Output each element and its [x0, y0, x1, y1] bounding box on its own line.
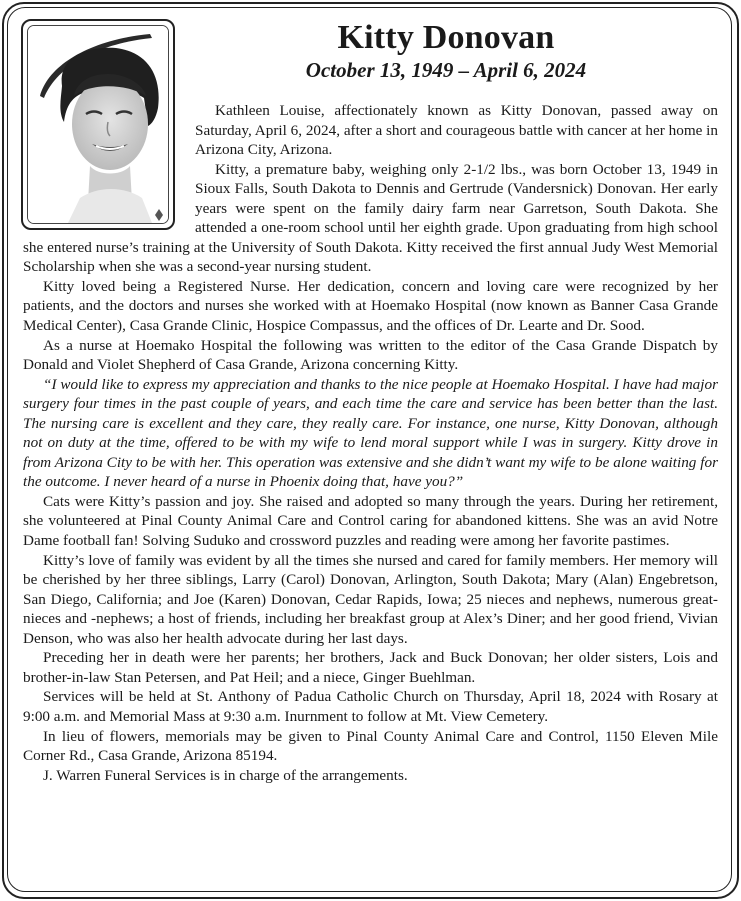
paragraph-survivors: Kitty’s love of family was evident by all the times she nursed and cared for family members. Her memory will be cherished by her three siblings, Larry (Carol) Donovan, Arlington, South Dakota; Mary (Alan) Engebretson, San Diego, California; and Joe (Karen) Donovan, Cedar Rapids, Iowa; 25 nieces and nephews, numerous great-nieces and -nephews; a host of friends, including her breakfast group at Alex’s Diner; and her good friend, Vivian Denson, who was also her health advocate during her last days.	[23, 551, 718, 647]
paragraph-career: Kitty loved being a Registered Nurse. Her dedication, concern and loving care were recognized by her patients, and the doctors and nurses she worked with at Hoemako Hospital (now known as Banner Casa Grande Medical Center), Casa Grande Clinic, Hospice Compassus, and the offices of Dr. Learte and Dr. Sood.	[23, 277, 718, 335]
paragraph-preceded: Preceding her in death were her parents; her brothers, Jack and Buck Donovan; her older sisters, Lois and brother-in-law Stan Petersen, and Pat Heil; and a niece, Ginger Buehlman.	[23, 649, 718, 686]
obituary-body	[23, 101, 718, 785]
paragraph-arrangements: J. Warren Funeral Services is in charge of the arrangements.	[43, 766, 408, 784]
paragraph-letter-intro: As a nurse at Hoemako Hospital the following was written to the editor of the Casa Grande Dispatch by Donald and Violet Shepherd of Casa Grande, Arizona concerning Kitty.	[23, 336, 718, 374]
deceased-name: Kitty Donovan	[337, 19, 555, 56]
life-dates: October 13, 1949 – April 6, 2024	[305, 58, 587, 82]
paragraph-early-life: Kitty, a premature baby, weighing only 2-1/2 lbs., was born October 13, 1949 in Sioux Falls, South Dakota to Dennis and Gertrude (Vandersnick) Donovan. Her early years were spent on the family dairy farm near Garretson, South Dakota. She attended a one-room school until her eighth grade. Upon graduating from high school she entered nurse’s training at the University of South Dakota. Kitty received the first annual Judy West Memorial Scholarship when she was a second-year nursing student.	[23, 160, 718, 276]
paragraph-intro: Kathleen Louise, affectionately known as Kitty Donovan, passed away on Saturday, April 6, 2024, after a short and courageous battle with cancer at her home in Arizona City, Arizona.	[195, 102, 718, 159]
photo-wrap-spacer	[23, 101, 195, 231]
obituary-header	[190, 18, 702, 82]
paragraph-letter-quote: “I would like to express my appreciation and thanks to the nice people at Hoemako Hospital. I have had major surgery four times in the past couple of years, and each time the care and service has been better than the last. The nursing care is excellent and they care, they really care. For instance, one nurse, Kitty Donovan, although not on duty at the time, offered to be with my wife to lend moral support while I was in surgery. Kitty drove in from Arizona City to be with her. This operation was extensive and she didn’t want my wife to be alone waiting for the outcome. I never heard of a nurse in Phoenix doing that, have you?”	[23, 375, 718, 491]
paragraph-services: Services will be held at St. Anthony of Padua Catholic Church on Thursday, April 18, 2024 with Rosary at 9:00 a.m. and Memorial Mass at 9:30 a.m. Inurnment to follow at Mt. View Cemetery.	[23, 688, 718, 725]
paragraph-memorials: In lieu of flowers, memorials may be given to Pinal County Animal Care and Control, 1150 Eleven Mile Corner Rd., Casa Grande, Arizona 85194.	[23, 727, 718, 765]
paragraph-hobbies: Cats were Kitty’s passion and joy. She raised and adopted so many through the years. During her retirement, she volunteered at Pinal County Animal Care and Control caring for abandoned kittens. She was an avid Notre Dame football fan! Solving Suduko and crossword puzzles and reading were among her favorite pastimes.	[23, 492, 718, 550]
